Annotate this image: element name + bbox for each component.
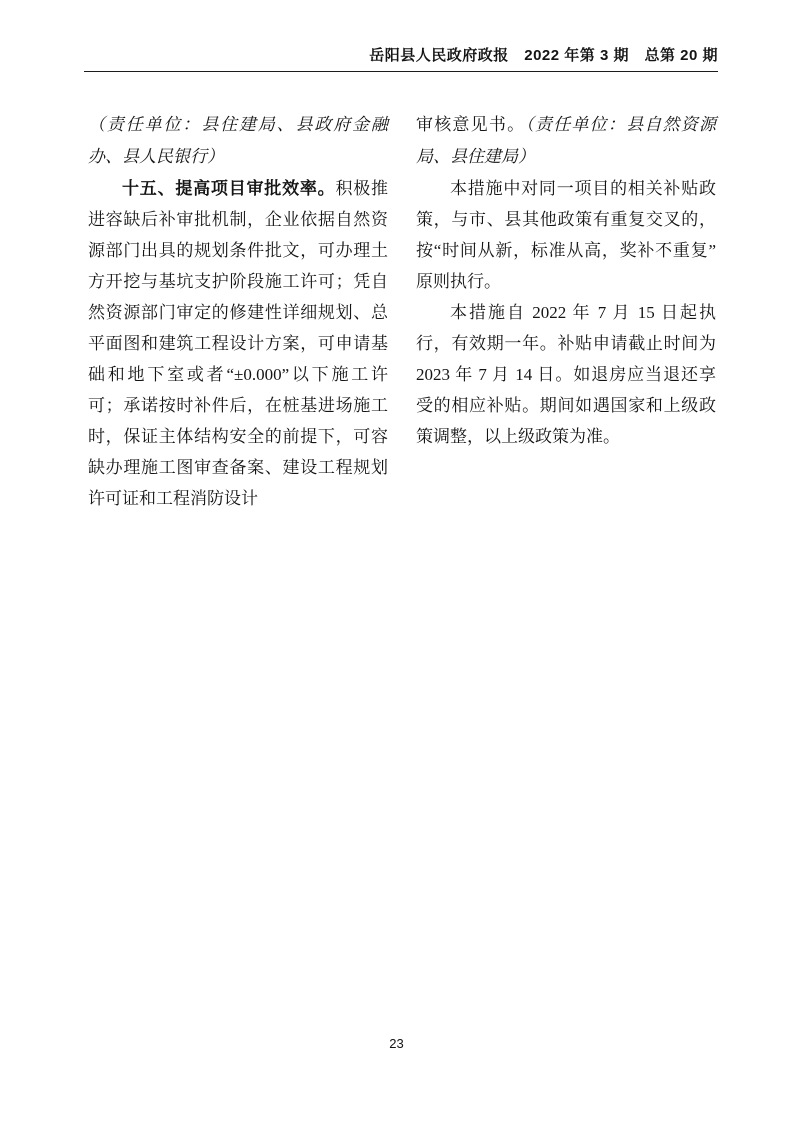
responsible-units-text-2: （责任单位：县自然资源局、县住建局）: [416, 115, 716, 167]
paragraph-responsible-units-1: [88, 109, 388, 173]
section-15-body: 积极推进容缺后补审批机制，企业依据自然资源部门出具的规划条件批文，可办理土方开挖与基坑支护阶段施工许可；凭自然资源部门审定的修建性详细规划、总平面图和建筑工程设计方案，可申请基础和地下室或者“±0.000”以下施工许可；承诺按时补件后，在桩基进场施工时，保证主体结构安全的前提下，可容缺办理施工图审查备案、建设工程规划许可证和工程消防设计: [88, 179, 389, 508]
paragraph-continuation: [416, 109, 716, 173]
paragraph-section-15: [88, 173, 388, 514]
body-columns: [88, 109, 716, 514]
paragraph-effective-date: 本措施自 2022 年 7 月 15 日起执行，有效期一年。补贴申请截止时间为 2023 年 7 月 14 日。如退房应当退还享受的相应补贴。期间如遇国家和上级政策调整，以上级政策为准。: [416, 303, 716, 446]
page-header-title: 岳阳县人民政府政报 2022 年第 3 期 总第 20 期: [84, 46, 718, 72]
continuation-text: 审核意见书。: [416, 115, 526, 134]
paragraph-overlap-policy: 本措施中对同一项目的相关补贴政策，与市、县其他政策有重复交叉的，按“时间从新，标准从高，奖补不重复”原则执行。: [416, 179, 716, 291]
section-15-heading: 十五、提高项目审批效率。: [122, 179, 336, 198]
left-column: [88, 109, 388, 514]
page-number: 23: [389, 1036, 404, 1051]
right-column: [416, 109, 716, 514]
responsible-units-text: （责任单位：县住建局、县政府金融办、县人民银行）: [88, 115, 388, 167]
